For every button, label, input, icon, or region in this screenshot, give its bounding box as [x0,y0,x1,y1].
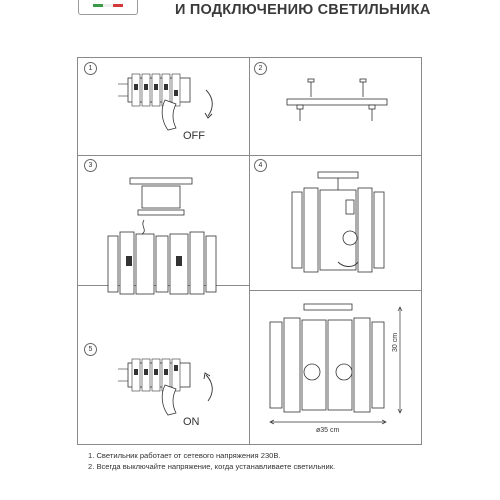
grid-divider [249,58,250,444]
page-title: И ПОДКЛЮЧЕНИЮ СВЕТИЛЬНИКА [175,2,431,18]
off-label: OFF [183,130,205,142]
bulb-installation-illustration [288,170,388,275]
note-line: 2. Всегда выключайте напряжение, когда устанавливаете светильник. [88,462,336,471]
height-dimension-label: 30 cm [392,332,399,352]
note-line: 1. Светильник работает от сетевого напряжения 230В. [88,451,281,460]
step-1-number: 1 [84,62,97,75]
height-dimension-line [395,305,405,415]
step-3-number: 3 [84,159,97,172]
step-2-number: 2 [254,62,267,75]
fixture-mounting-illustration [100,170,225,300]
grid-divider [250,290,421,291]
assembled-fixture-illustration [268,302,388,417]
flag-red-stripe [113,4,123,7]
breaker-off-illustration [110,70,235,145]
on-label: ON [183,416,200,428]
mounting-bar-illustration [283,75,393,135]
brand-logo [78,0,138,15]
step-4-number: 4 [254,159,267,172]
diameter-dimension-label: ø35 cm [316,427,340,434]
step-5-number: 5 [84,343,97,356]
breaker-on-illustration [110,355,235,430]
notes-block [88,450,335,472]
tricolor-flag-icon [93,4,123,7]
diameter-dimension-line [268,418,388,426]
flag-green-stripe [93,4,103,7]
flag-white-stripe [103,4,113,7]
